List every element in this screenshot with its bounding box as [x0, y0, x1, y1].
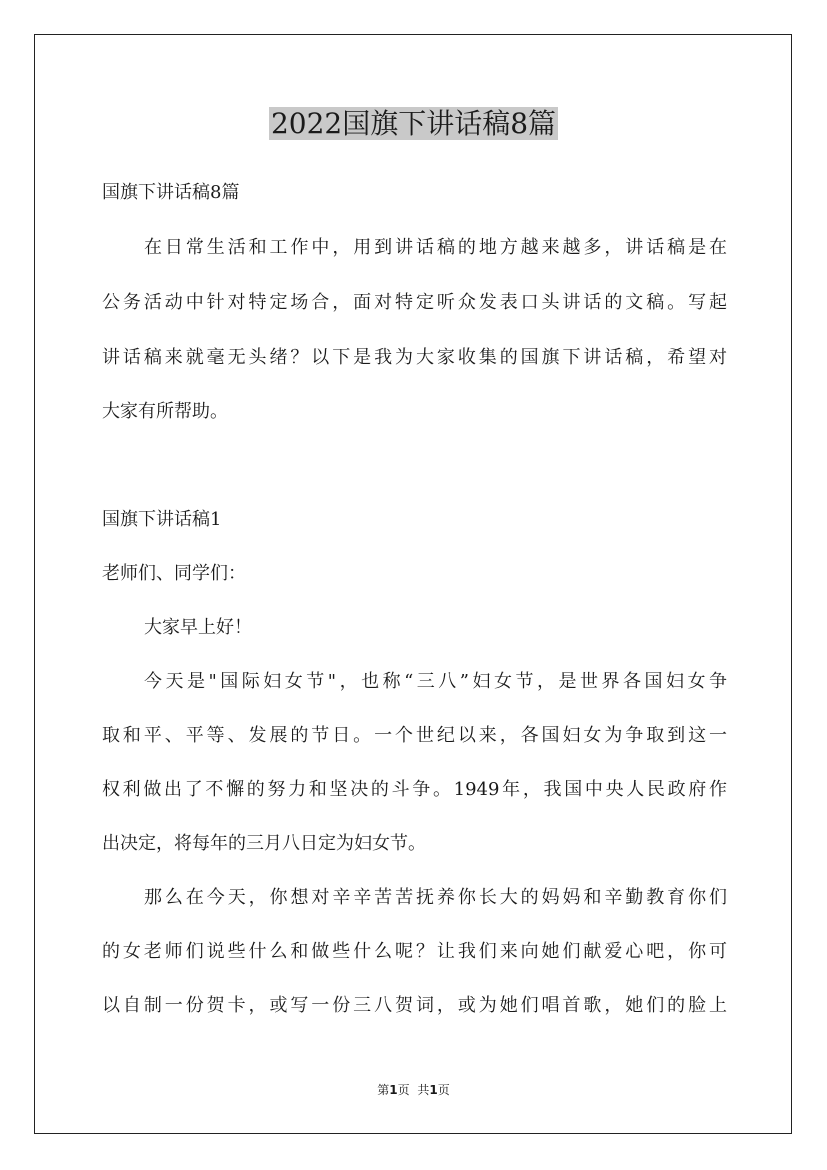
- para1-line-1: 今天是"国际妇女节"，也称“三八”妇女节，是世界各国妇女争: [144, 671, 727, 692]
- greeting: 大家早上好！: [144, 617, 252, 638]
- intro-line-4: 大家有所帮助。: [102, 401, 228, 422]
- para1-line-2: 取和平、平等、发展的节日。一个世纪以来，各国妇女为争取到这一: [102, 725, 727, 746]
- section-heading: 国旗下讲话稿1: [102, 509, 222, 530]
- footer-total-number: 1: [429, 1083, 438, 1097]
- footer-total-prefix: 共: [417, 1083, 430, 1097]
- salutation: 老师们、同学们：: [102, 563, 246, 584]
- document-subtitle: 国旗下讲话稿8篇: [102, 182, 240, 203]
- title-highlight: 2022国旗下讲话稿8篇: [270, 107, 557, 140]
- page-footer: [0, 1082, 827, 1098]
- footer-page-suffix: 页: [397, 1083, 410, 1097]
- para1-line-4: 出决定，将每年的三月八日定为妇女节。: [102, 833, 426, 854]
- footer-page-number: 1: [389, 1083, 398, 1097]
- intro-line-2: 公务活动中针对特定场合，面对特定听众发表口头讲话的文稿。写起: [102, 292, 727, 313]
- intro-line-1: 在日常生活和工作中，用到讲话稿的地方越来越多，讲话稿是在: [144, 237, 727, 258]
- document-title: [0, 104, 827, 144]
- footer-total-suffix: 页: [437, 1083, 450, 1097]
- footer-page-prefix: 第: [377, 1083, 390, 1097]
- para2-line-3: 以自制一份贺卡，或写一份三八贺词，或为她们唱首歌，她们的脸上: [102, 995, 727, 1016]
- intro-line-3: 讲话稿来就毫无头绪？以下是我为大家收集的国旗下讲话稿，希望对: [102, 347, 727, 368]
- para2-line-2: 的女老师们说些什么和做些什么呢？让我们来向她们献爱心吧，你可: [102, 941, 727, 962]
- para1-line-3: 权利做出了不懈的努力和坚决的斗争。1949年，我国中央人民政府作: [102, 779, 727, 800]
- para2-line-1: 那么在今天，你想对辛辛苦苦抚养你长大的妈妈和辛勤教育你们: [144, 887, 727, 908]
